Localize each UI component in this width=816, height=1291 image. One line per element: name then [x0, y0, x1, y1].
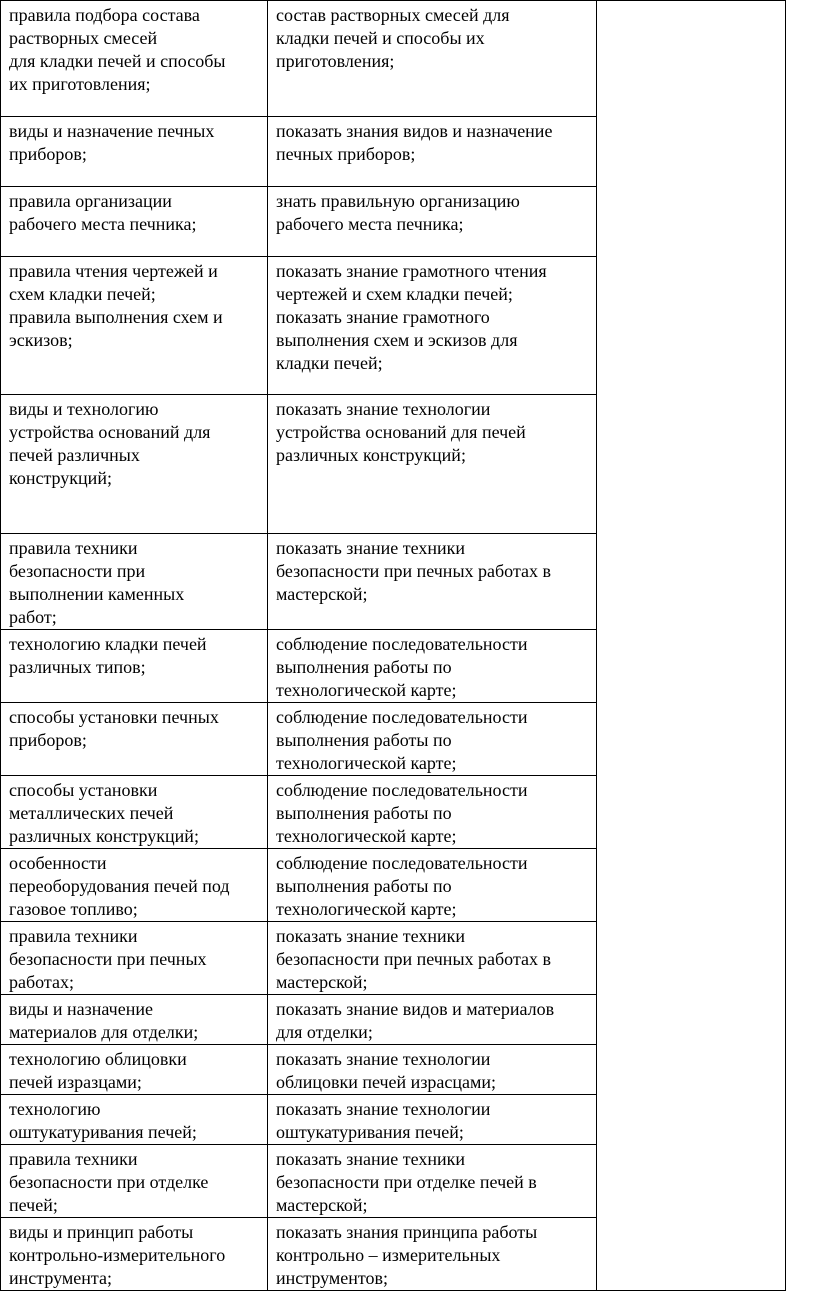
- indicator-cell: показать знания видов и назначение печных приборов;: [268, 117, 597, 187]
- indicator-cell: состав растворных смесей для кладки печей и способы их приготовления;: [268, 1, 597, 117]
- indicator-cell: показать знание техники безопасности при печных работах в мастерской;: [268, 534, 597, 630]
- knowledge-cell: особенности переоборудования печей под газовое топливо;: [1, 849, 268, 922]
- knowledge-cell: правила техники безопасности при отделке печей;: [1, 1145, 268, 1218]
- knowledge-cell: виды и назначение печных приборов;: [1, 117, 268, 187]
- indicator-cell: соблюдение последовательности выполнения работы по технологической карте;: [268, 776, 597, 849]
- knowledge-cell: технологию облицовки печей изразцами;: [1, 1045, 268, 1095]
- indicator-cell: показать знание техники безопасности при печных работах в мастерской;: [268, 922, 597, 995]
- knowledge-cell: виды и принцип работы контрольно-измерительного инструмента;: [1, 1218, 268, 1291]
- indicator-cell: соблюдение последовательности выполнения работы по технологической карте;: [268, 849, 597, 922]
- knowledge-cell: виды и технологию устройства оснований для печей различных конструкций;: [1, 395, 268, 534]
- indicator-cell: показать знание технологии оштукатуривания печей;: [268, 1095, 597, 1145]
- table-row: [1, 1, 786, 117]
- knowledge-cell: правила техники безопасности при выполнении каменных работ;: [1, 534, 268, 630]
- indicator-cell: показать знание видов и материалов для отделки;: [268, 995, 597, 1045]
- knowledge-cell: правила организации рабочего места печника;: [1, 187, 268, 257]
- knowledge-cell: правила чтения чертежей и схем кладки печей; правила выполнения схем и эскизов;: [1, 257, 268, 395]
- evaluation-cell: [597, 1, 786, 1291]
- knowledge-cell: технологию оштукатуривания печей;: [1, 1095, 268, 1145]
- knowledge-cell: технологию кладки печей различных типов;: [1, 630, 268, 703]
- indicator-cell: показать знание техники безопасности при отделке печей в мастерской;: [268, 1145, 597, 1218]
- knowledge-cell: правила техники безопасности при печных работах;: [1, 922, 268, 995]
- indicator-cell: показать знание грамотного чтения чертежей и схем кладки печей; показать знание грамотного выполнения схем и эскизов для кладки печей;: [268, 257, 597, 395]
- indicator-cell: знать правильную организацию рабочего места печника;: [268, 187, 597, 257]
- knowledge-cell: способы установки металлических печей различных конструкций;: [1, 776, 268, 849]
- indicator-cell: показать знания принципа работы контрольно – измерительных инструментов;: [268, 1218, 597, 1291]
- knowledge-cell: способы установки печных приборов;: [1, 703, 268, 776]
- indicator-cell: показать знание технологии облицовки печей израсцами;: [268, 1045, 597, 1095]
- knowledge-cell: правила подбора состава растворных смесей для кладки печей и способы их приготовления;: [1, 1, 268, 117]
- indicator-cell: соблюдение последовательности выполнения работы по технологической карте;: [268, 703, 597, 776]
- indicator-cell: показать знание технологии устройства оснований для печей различных конструкций;: [268, 395, 597, 534]
- indicator-cell: соблюдение последовательности выполнения работы по технологической карте;: [268, 630, 597, 703]
- knowledge-cell: виды и назначение материалов для отделки;: [1, 995, 268, 1045]
